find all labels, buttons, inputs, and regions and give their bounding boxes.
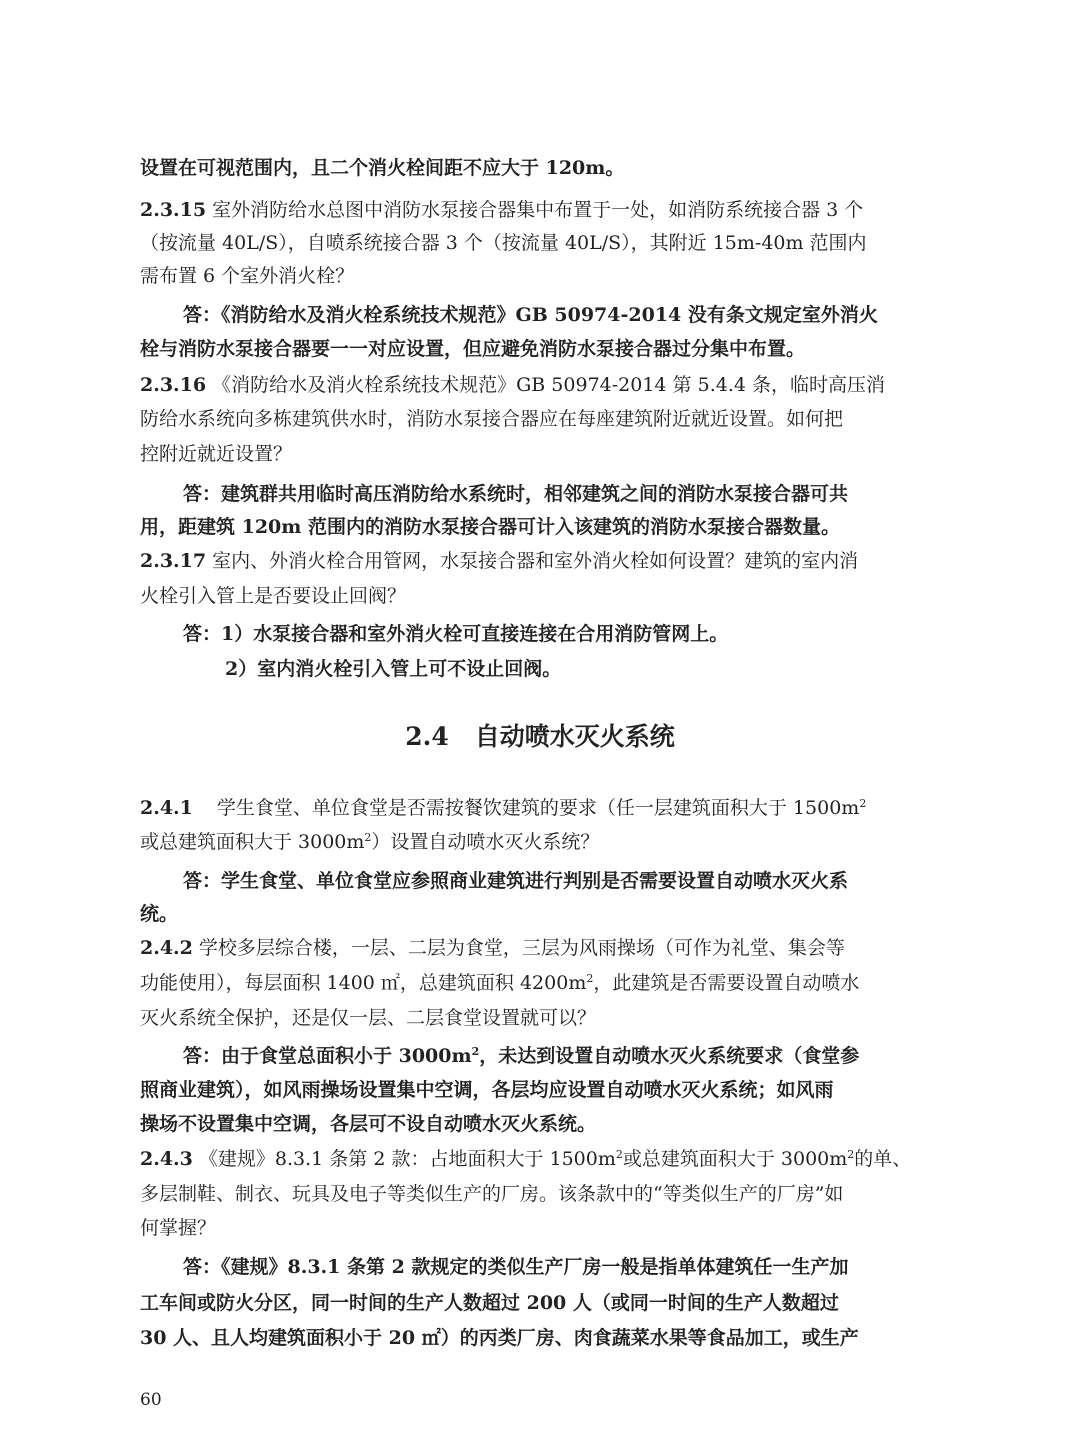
- question-2-4-1: [140, 793, 950, 823]
- text-span: 《消防给水及消火栓系统技术规范》GB 50974-2014 第 5.4.4 条，临时高压消: [212, 374, 885, 396]
- text-line: 灭火系统全保护，还是仅一层、二层食堂设置就可以？: [140, 1007, 597, 1029]
- text-line: 何掌握？: [140, 1217, 217, 1239]
- item-number: 2.3.16: [140, 374, 207, 396]
- question-2-3-17: [140, 546, 950, 576]
- question-2-3-15: [140, 195, 950, 225]
- text-line: 控附近就近设置？: [140, 443, 293, 465]
- superscript: 2: [847, 1148, 855, 1161]
- text-line: （按流量 40L/S），自喷系统接合器 3 个（按流量 40L/S），其附近 15m-40m 范围内: [140, 232, 867, 254]
- answer-line: 30 人、且人均建筑面积小于 20 ㎡）的丙类厂房、肉食蔬菜水果等食品加工，或生产: [140, 1327, 859, 1349]
- question-2-4-2: [140, 933, 950, 963]
- item-number: 2.4.1: [140, 797, 193, 819]
- answer-line: 答：学生食堂、单位食堂应参照商业建筑进行判别是否需要设置自动喷水灭火系: [183, 870, 849, 892]
- answer-line: [183, 1041, 950, 1071]
- text-span: ）设置自动喷水灭火系统？: [371, 831, 600, 853]
- answer-line: 操场不设置集中空调，各层可不设自动喷水灭火系统。: [140, 1113, 597, 1135]
- text-span: 功能使用），每层面积 1400 ㎡，总建筑面积 4200m: [140, 972, 587, 994]
- item-number: 2.4.2: [140, 937, 193, 959]
- text-line: [140, 827, 950, 857]
- text-span: 或总建筑面积大于 3000m: [622, 1148, 848, 1170]
- text-span: 的单、: [854, 1148, 912, 1170]
- answer-line: 工车间或防火分区，同一时间的生产人数超过 200 人（或同一时间的生产人数超过: [140, 1292, 839, 1314]
- page-number: 60: [140, 1390, 162, 1410]
- section-title: 自动喷水灭火系统: [474, 722, 675, 751]
- text-span: 或总建筑面积大于 3000m: [140, 831, 365, 853]
- answer-line: 用，距建筑 120m 范围内的消防水泵接合器可计入该建筑的消防水泵接合器数量。: [140, 516, 840, 538]
- section-heading: [0, 719, 1080, 755]
- text-line: [140, 968, 950, 998]
- text-line: 火栓引入管上是否要设止回阀？: [140, 585, 407, 607]
- answer-line: 答：1）水泵接合器和室外消火栓可直接连接在合用消防管网上。: [183, 623, 729, 645]
- item-number: 2.3.17: [140, 550, 207, 572]
- item-number: 2.4.3: [140, 1148, 193, 1170]
- question-2-4-3: [140, 1144, 950, 1174]
- answer-line: 答：建筑群共用临时高压消防给水系统时，相邻建筑之间的消防水泵接合器可共: [183, 483, 849, 505]
- text-span: ，未达到设置自动喷水灭火系统要求（食堂参: [479, 1045, 860, 1067]
- text-span: ，此建筑是否需要设置自动喷水: [593, 972, 860, 994]
- superscript: 2: [586, 972, 594, 985]
- text-span: 《建规》8.3.1 条第 2 款：占地面积大于 1500m: [198, 1148, 616, 1170]
- answer-line: 照商业建筑），如风雨操场设置集中空调，各层均应设置自动喷水灭火系统；如风雨: [140, 1079, 834, 1101]
- section-number: 2.4: [405, 722, 449, 751]
- superscript: 2: [364, 831, 372, 844]
- item-number: 2.3.15: [140, 199, 207, 221]
- text-span: 室外消防给水总图中消防水泵接合器集中布置于一处，如消防系统接合器 3 个: [212, 199, 864, 221]
- answer-line: 答：《消防给水及消火栓系统技术规范》GB 50974-2014 没有条文规定室外消火: [183, 304, 878, 326]
- text-line: 多层制鞋、制衣、玩具及电子等类似生产的厂房。该条款中的“等类似生产的厂房”如: [140, 1183, 844, 1205]
- text-span: 室内、外消火栓合用管网，水泵接合器和室外消火栓如何设置？建筑的室内消: [212, 550, 859, 572]
- answer-line: 统。: [140, 903, 179, 925]
- superscript: 2: [471, 1045, 480, 1058]
- text-line: 防给水系统向多栋建筑供水时，消防水泵接合器应在每座建筑附近就近设置。如何把: [140, 408, 844, 430]
- text-line: 设置在可视范围内，且二个消火栓间距不应大于 120m。: [140, 157, 625, 179]
- answer-line: 2）室内消火栓引入管上可不设止回阀。: [225, 658, 562, 680]
- text-line: 需布置 6 个室外消火栓？: [140, 265, 355, 287]
- text-span: 学生食堂、单位食堂是否需按餐饮建筑的要求（任一层建筑面积大于 1500m: [216, 797, 860, 819]
- text-span: 学校多层综合楼，一层、二层为食堂，三层为风雨操场（可作为礼堂、集会等: [198, 937, 845, 959]
- superscript: 2: [859, 797, 867, 810]
- answer-line: 栓与消防水泵接合器要一一对应设置，但应避免消防水泵接合器过分集中布置。: [140, 338, 806, 360]
- text-span: 答：由于食堂总面积小于 3000m: [183, 1045, 472, 1067]
- answer-line: 答：《建规》8.3.1 条第 2 款规定的类似生产厂房一般是指单体建筑任一生产加: [183, 1256, 849, 1278]
- superscript: 2: [615, 1148, 623, 1161]
- question-2-3-16: [140, 370, 950, 400]
